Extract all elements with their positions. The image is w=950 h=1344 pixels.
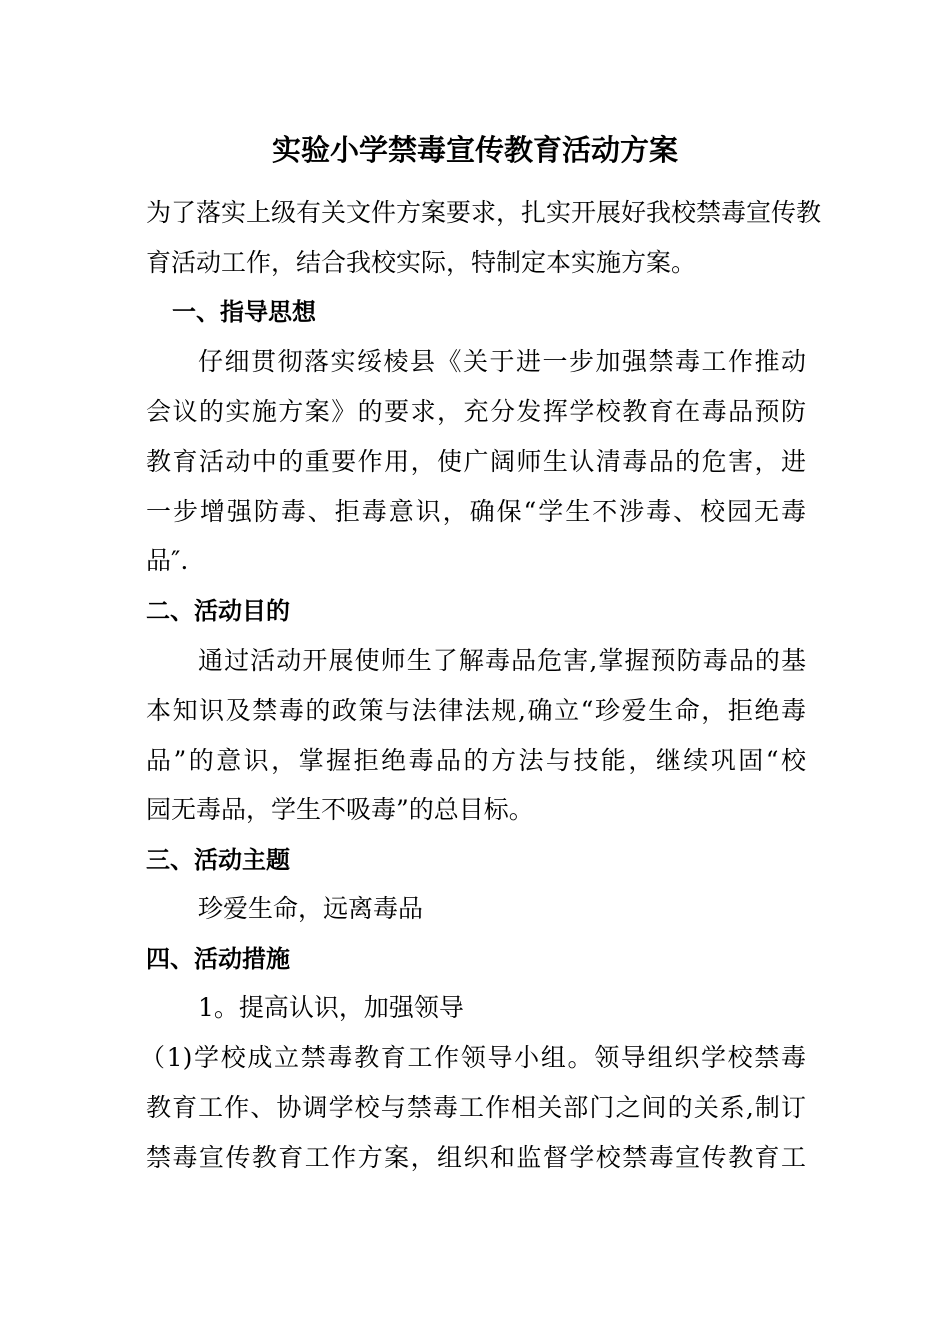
section-1-line-3: 教育活动中的重要作用，使广阔师生认清毒品的危害，进 — [146, 447, 806, 476]
section-4-subheading-1: 1。提高认识，加强领导 — [198, 993, 464, 1022]
intro-line-1: 为了落实上级有关文件方案要求，扎实开展好我校禁毒宣传教 — [146, 198, 822, 227]
section-4-line-1: （1)学校成立禁毒教育工作领导小组。领导组织学校禁毒 — [140, 1043, 806, 1072]
section-1-line-1: 仔细贯彻落实绥棱县《关于进一步加强禁毒工作推动 — [198, 347, 806, 376]
section-2-line-1: 通过活动开展使师生了解毒品危害,掌握预防毒品的基 — [198, 646, 806, 675]
section-2-line-4: 园无毒品，学生不吸毒”的总目标。 — [146, 795, 534, 824]
section-1-line-2: 会议的实施方案》的要求，充分发挥学校教育在毒品预防 — [146, 397, 806, 426]
section-1-heading: 一、指导思想 — [172, 298, 316, 326]
section-4-line-2: 教育工作、协调学校与禁毒工作相关部门之间的关系,制订 — [146, 1093, 806, 1122]
section-2-heading: 二、活动目的 — [146, 597, 290, 625]
section-1-line-5: 品″. — [146, 546, 189, 575]
section-4-line-3: 禁毒宣传教育工作方案，组织和监督学校禁毒宣传教育工 — [146, 1143, 806, 1172]
intro-line-2: 育活动工作，结合我校实际，特制定本实施方案。 — [146, 248, 697, 277]
section-3-heading: 三、活动主题 — [146, 846, 290, 874]
section-3-line-1: 珍爱生命，远离毒品 — [198, 894, 424, 923]
section-2-line-2: 本知识及禁毒的政策与法律法规,确立“珍爱生命，拒绝毒 — [146, 696, 806, 725]
section-2-line-3: 品”的意识，掌握拒绝毒品的方法与技能，继续巩固“校 — [146, 746, 806, 775]
section-4-heading: 四、活动措施 — [146, 945, 290, 973]
section-1-line-4: 一步增强防毒、拒毒意识，确保“学生不涉毒、校园无毒 — [146, 497, 806, 526]
document-title: 实验小学禁毒宣传教育活动方案 — [271, 133, 678, 167]
